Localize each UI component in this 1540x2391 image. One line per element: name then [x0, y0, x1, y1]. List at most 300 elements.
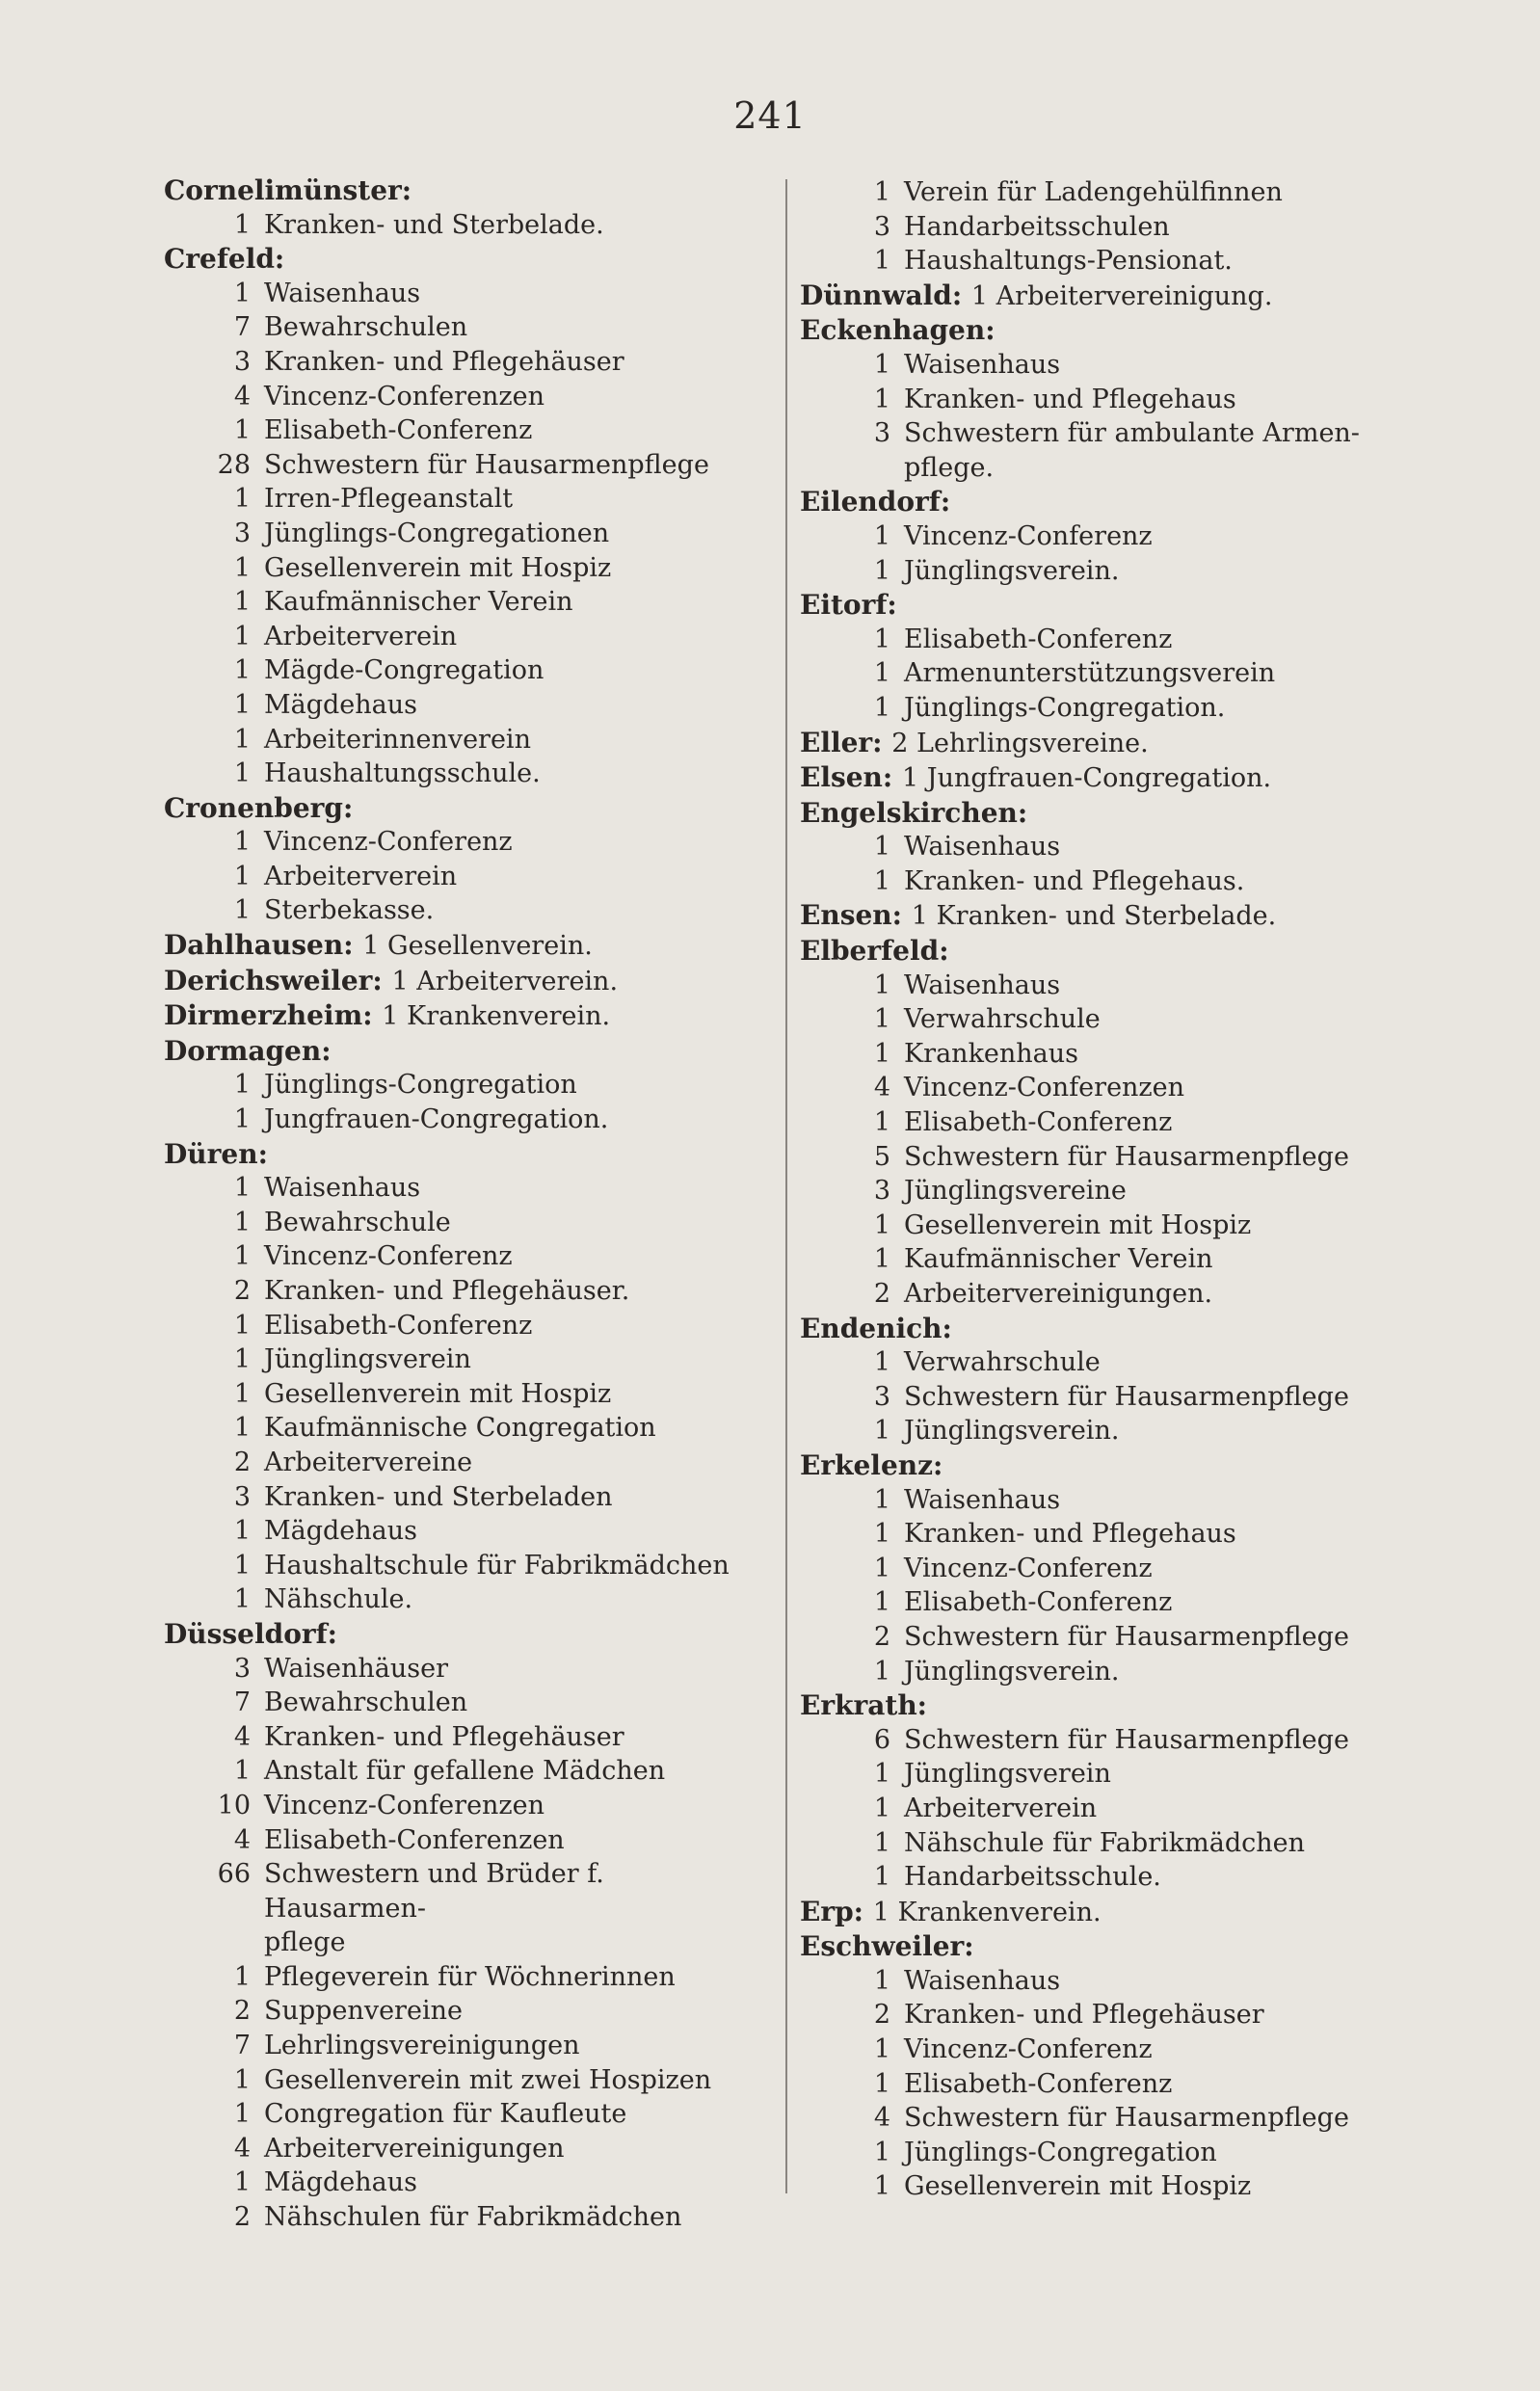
list-item: [800, 1345, 1397, 1380]
item-count: 6: [873, 1724, 890, 1755]
item-count: 1: [233, 1070, 251, 1101]
item-count: 1: [873, 1656, 890, 1687]
list-item: [800, 1792, 1397, 1826]
place-heading: Eschweiler:: [800, 1930, 974, 1963]
item-count: 2: [873, 1621, 890, 1652]
item-text: Armenunterstützungsverein: [904, 658, 1276, 689]
item-text: Mägde-Congregation: [264, 655, 544, 686]
item-text: Kaufmännischer Verein: [264, 587, 573, 618]
item-count: 1: [233, 1241, 251, 1272]
place-heading: Eckenhagen:: [800, 314, 996, 347]
place-entry-inline: [800, 898, 1397, 934]
item-text: 1 Krankenverein.: [872, 1897, 1102, 1927]
item-text: Arbeitervereine: [264, 1447, 473, 1477]
list-item: [800, 623, 1397, 657]
list-item: [800, 830, 1397, 864]
item-text: Arbeiterinnenverein: [264, 724, 531, 755]
list-item: [164, 1754, 761, 1789]
list-item: [800, 383, 1397, 417]
place-entry-inline: [800, 1895, 1397, 1930]
list-item: [164, 2200, 761, 2235]
item-text: Verein für Ladengehülfinnen: [904, 177, 1283, 207]
item-text: Arbeitervereinigungen: [264, 2133, 565, 2164]
item-count: 1: [873, 555, 890, 586]
item-text: Mägdehaus: [264, 2167, 418, 2198]
item-text: Waisenhaus: [904, 1484, 1061, 1515]
item-text: Schwestern für Hausarmenpflege: [904, 1621, 1349, 1652]
list-item: [800, 1620, 1397, 1655]
list-item: [800, 1174, 1397, 1209]
item-text: Schwestern für Hausarmenpflege: [904, 1724, 1349, 1755]
list-item: [164, 1720, 761, 1755]
item-text: 1 Arbeitervereinigung.: [970, 280, 1273, 311]
place-heading: Dormagen:: [164, 1034, 332, 1067]
item-count: 4: [873, 2103, 890, 2134]
item-text: Jünglings-Congregation: [264, 1070, 577, 1101]
item-text: Waisenhaus: [904, 349, 1061, 380]
item-text: Sterbekasse.: [264, 895, 435, 926]
item-count: 1: [873, 2068, 890, 2099]
item-text: Gesellenverein mit Hospiz: [264, 552, 612, 583]
item-count: 1: [233, 1310, 251, 1341]
item-text: Elisabeth-Conferenzen: [264, 1824, 565, 1855]
list-item: [164, 1239, 761, 1274]
item-text: Elisabeth-Conferenz: [264, 1310, 533, 1341]
item-text: Jünglings-Congregation.: [904, 692, 1226, 723]
place-heading: Erp:: [800, 1895, 864, 1927]
item-text: Congregation für Kaufleute: [264, 2099, 627, 2130]
list-item: [164, 1549, 761, 1583]
list-item: [164, 1514, 761, 1549]
item-text: Haushaltungsschule.: [264, 758, 541, 789]
right-column: [800, 175, 1397, 2204]
item-text: Kranken- und Pflegehäuser: [264, 346, 624, 377]
list-item: [164, 1686, 761, 1720]
item-continuation: pflege: [264, 1927, 346, 1958]
list-item: [800, 1277, 1397, 1312]
place-entry-inline: [164, 964, 761, 999]
list-item: [164, 653, 761, 688]
item-count: 1: [873, 1244, 890, 1275]
list-item: [164, 1171, 761, 1206]
item-count: 66: [217, 1859, 251, 1890]
item-count: 3: [873, 418, 890, 449]
item-count: 1: [873, 2137, 890, 2167]
list-item: [800, 1723, 1397, 1758]
item-count: 1: [233, 209, 251, 240]
item-count: 1: [233, 655, 251, 686]
list-item: [164, 1411, 761, 1446]
item-count: 1: [873, 2171, 890, 2202]
list-item: [800, 1209, 1397, 1243]
item-text: Kranken- und Pflegehaus: [904, 384, 1236, 414]
item-text: Kaufmännischer Verein: [904, 1244, 1213, 1275]
item-count: 1: [873, 832, 890, 863]
item-text: 1 Arbeiterverein.: [391, 966, 619, 996]
item-count: 1: [873, 349, 890, 380]
item-text: Verwahrschule: [904, 1004, 1101, 1035]
item-text: Waisenhaus: [264, 1173, 421, 1204]
item-text: Kranken- und Pflegehäuser: [264, 1721, 624, 1752]
list-item: [800, 1585, 1397, 1620]
place-heading: Düren:: [164, 1137, 268, 1170]
list-item: [800, 1242, 1397, 1277]
item-count: 10: [217, 1790, 251, 1820]
item-count: 2: [873, 1279, 890, 1309]
list-item: [800, 969, 1397, 1003]
item-text: Waisenhäuser: [264, 1653, 448, 1684]
item-text: 2 Lehrlingsvereine.: [891, 728, 1149, 758]
list-item: [164, 413, 761, 448]
item-count: 1: [873, 1519, 890, 1550]
list-item: [800, 1140, 1397, 1175]
item-count: 1: [233, 1584, 251, 1615]
item-text: Jünglingsvereine: [904, 1176, 1127, 1207]
item-text: Gesellenverein mit Hospiz: [904, 1209, 1252, 1240]
list-item: [164, 1582, 761, 1617]
item-text: Schwestern für ambulante Armen-: [904, 418, 1360, 449]
list-item: [164, 1480, 761, 1515]
list-item: [800, 1552, 1397, 1586]
item-text: Waisenhaus: [904, 832, 1061, 863]
item-count: 1: [873, 865, 890, 896]
list-item: [164, 277, 761, 311]
list-item: [800, 2032, 1397, 2067]
item-count: 5: [873, 1141, 890, 1172]
list-item: [800, 864, 1397, 899]
item-count: 1: [873, 658, 890, 689]
item-count: 1: [873, 1793, 890, 1823]
item-count: 2: [873, 2000, 890, 2031]
item-count: 1: [873, 246, 890, 277]
list-item: [800, 1860, 1397, 1895]
list-item: [164, 2132, 761, 2166]
item-text: 1 Jungfrauen-Congregation.: [902, 763, 1272, 794]
place-heading: Erkelenz:: [800, 1448, 943, 1481]
item-text: Nähschule.: [264, 1584, 413, 1615]
place-entry-inline: [164, 998, 761, 1034]
item-count: 1: [233, 1756, 251, 1787]
list-item: [800, 1105, 1397, 1140]
item-text: Waisenhaus: [264, 278, 421, 308]
item-text: Vincenz-Conferenz: [264, 1241, 513, 1272]
item-count: 1: [233, 552, 251, 583]
item-text: Elisabeth-Conferenz: [904, 1587, 1173, 1618]
item-count: 1: [873, 624, 890, 654]
item-text: Arbeiterverein: [264, 861, 458, 891]
item-count: 1: [233, 2167, 251, 2198]
list-item: [164, 448, 761, 483]
list-item: [800, 519, 1397, 554]
list-item: [164, 1103, 761, 1137]
item-text: Elisabeth-Conferenz: [904, 1107, 1173, 1138]
item-count: 1: [233, 895, 251, 926]
item-text: Mägdehaus: [264, 689, 418, 720]
item-text: Elisabeth-Conferenz: [904, 2068, 1173, 2099]
item-count: 1: [873, 1965, 890, 1996]
item-count: 1: [873, 1827, 890, 1858]
list-item: [164, 893, 761, 928]
item-count: 1: [873, 177, 890, 207]
item-count: 1: [873, 970, 890, 1000]
place-entry-inline: [800, 760, 1397, 796]
item-text: Waisenhaus: [904, 1965, 1061, 1996]
item-text: Jünglingsverein.: [904, 1416, 1120, 1447]
item-count: 1: [233, 415, 251, 446]
list-item: [800, 244, 1397, 279]
place-heading: Eilendorf:: [800, 486, 951, 518]
item-text: Schwestern und Brüder f. Hausarmen-: [264, 1859, 604, 1924]
item-count: 1: [233, 1516, 251, 1547]
list-item: [800, 691, 1397, 726]
item-text: Vincenz-Conferenzen: [264, 1790, 545, 1820]
list-item: [164, 345, 761, 380]
item-count: 1: [873, 520, 890, 551]
item-count: 1: [873, 1107, 890, 1138]
item-text: Bewahrschule: [264, 1207, 451, 1237]
item-count: 7: [233, 1687, 251, 1718]
list-item: [800, 1414, 1397, 1448]
item-text: Schwestern für Hausarmenpflege: [904, 2103, 1349, 2134]
item-count: 4: [233, 1824, 251, 1855]
item-count: 1: [233, 827, 251, 858]
item-count: 4: [233, 2133, 251, 2164]
column-divider: [785, 179, 787, 2193]
item-count: 4: [233, 1721, 251, 1752]
item-count: 3: [873, 211, 890, 242]
item-text: Gesellenverein mit Hospiz: [904, 2171, 1252, 2202]
list-item: [164, 1857, 761, 1926]
list-item: [164, 723, 761, 757]
item-text: 1 Krankenverein.: [382, 1001, 611, 1032]
list-item: [800, 2101, 1397, 2136]
item-text: Kranken- und Sterbelade.: [264, 209, 604, 240]
item-count: 1: [873, 1416, 890, 1447]
item-text: Gesellenverein mit Hospiz: [264, 1378, 612, 1409]
item-text: Jungfrauen-Congregation.: [264, 1104, 609, 1135]
item-count: 1: [873, 1587, 890, 1618]
item-count: 1: [233, 2064, 251, 2095]
list-item: [164, 2029, 761, 2063]
item-text: Jünglingsverein.: [904, 555, 1120, 586]
item-count: 1: [233, 1173, 251, 1204]
page-number: 241: [733, 94, 807, 137]
item-count: 1: [233, 758, 251, 789]
item-count: 4: [233, 381, 251, 412]
list-item: [164, 825, 761, 860]
list-item: [800, 175, 1397, 210]
place-entry-inline: [164, 928, 761, 964]
item-text: Nähschule für Fabrikmädchen: [904, 1827, 1305, 1858]
list-item: [164, 1206, 761, 1240]
item-count: 7: [233, 2031, 251, 2061]
item-text: Bewahrschulen: [264, 312, 468, 343]
list-item: [164, 380, 761, 414]
item-count: 2: [233, 1996, 251, 2027]
item-count: 1: [233, 1413, 251, 1444]
list-item: [164, 1994, 761, 2029]
list-item: [800, 1380, 1397, 1415]
list-item: [800, 416, 1397, 451]
item-count: 1: [873, 692, 890, 723]
item-text: Kranken- und Sterbeladen: [264, 1481, 613, 1512]
item-text: Jünglings-Congregation: [904, 2137, 1217, 2167]
item-text: Kranken- und Pflegehaus: [904, 1519, 1236, 1550]
place-heading: Dirmerzheim:: [164, 999, 373, 1032]
item-text: Vincenz-Conferenzen: [264, 381, 545, 412]
item-text: Handarbeitsschule.: [904, 1862, 1161, 1893]
item-count: 3: [233, 1653, 251, 1684]
list-item: [800, 1998, 1397, 2032]
item-text: Suppenvereine: [264, 1996, 463, 2027]
item-text: Haushaltungs-Pensionat.: [904, 246, 1233, 277]
place-heading: Düsseldorf:: [164, 1617, 338, 1650]
list-item: [164, 585, 761, 620]
item-text: Arbeiterverein: [264, 621, 458, 651]
item-count: 3: [873, 1176, 890, 1207]
item-count: 1: [233, 1207, 251, 1237]
item-count: 1: [233, 724, 251, 755]
item-text: Kranken- und Pflegehäuser: [904, 2000, 1264, 2031]
item-count: 3: [233, 518, 251, 548]
list-item: [800, 210, 1397, 245]
item-text: Elisabeth-Conferenz: [904, 624, 1173, 654]
item-text: Pflegeverein für Wöchnerinnen: [264, 1961, 676, 1992]
item-text: Jünglingsverein: [264, 1344, 471, 1375]
list-item: [800, 1037, 1397, 1072]
list-item: [800, 1517, 1397, 1552]
list-item: [800, 1826, 1397, 1861]
item-count: 1: [233, 278, 251, 308]
item-text: Mägdehaus: [264, 1516, 418, 1547]
place-heading: Elsen:: [800, 761, 893, 794]
item-text: Jünglingsverein: [904, 1759, 1111, 1790]
list-item: [164, 620, 761, 654]
item-text: Kranken- und Pflegehaus.: [904, 865, 1245, 896]
place-heading: Dahlhausen:: [164, 929, 354, 962]
item-count: 28: [217, 449, 251, 480]
item-count: 1: [873, 1038, 890, 1069]
item-count: 1: [873, 384, 890, 414]
item-text: Jünglingsverein.: [904, 1656, 1120, 1687]
item-count: 1: [873, 2034, 890, 2065]
list-item: [164, 1960, 761, 1995]
item-text: 1 Gesellenverein.: [362, 931, 593, 962]
list-item: [800, 554, 1397, 589]
place-heading: Endenich:: [800, 1312, 952, 1344]
item-count: 1: [233, 1961, 251, 1992]
item-count: 3: [873, 1381, 890, 1412]
item-count: 1: [233, 1550, 251, 1581]
list-item: [164, 2165, 761, 2200]
item-count: 1: [873, 1862, 890, 1893]
item-count: 2: [233, 1276, 251, 1306]
item-count: 2: [233, 1447, 251, 1477]
list-item: [164, 482, 761, 517]
item-text: Krankenhaus: [904, 1038, 1079, 1069]
place-entry-inline: [800, 279, 1397, 314]
item-text: 1 Kranken- und Sterbelade.: [911, 901, 1277, 932]
list-item: [164, 2063, 761, 2098]
list-item: [164, 2097, 761, 2132]
list-item: [800, 656, 1397, 691]
left-column: [164, 173, 761, 2235]
item-text: Vincenz-Conferenzen: [904, 1073, 1185, 1103]
list-item: [164, 310, 761, 345]
list-item: [164, 517, 761, 551]
list-item: [164, 1309, 761, 1343]
place-heading: Elberfeld:: [800, 935, 949, 968]
place-heading: Cronenberg:: [164, 791, 354, 824]
item-text: Verwahrschule: [904, 1347, 1101, 1378]
item-count: 1: [873, 1759, 890, 1790]
item-count: 1: [233, 621, 251, 651]
list-item: [164, 1342, 761, 1377]
list-item: [164, 208, 761, 243]
place-heading: Eller:: [800, 726, 883, 758]
list-item: [164, 860, 761, 894]
item-count: 1: [233, 1378, 251, 1409]
item-text: Kaufmännische Congregation: [264, 1413, 656, 1444]
item-count: 1: [233, 484, 251, 515]
item-text: Schwestern für Hausarmenpflege: [264, 449, 709, 480]
list-item: [164, 1446, 761, 1480]
item-count: 1: [233, 1104, 251, 1135]
item-text: Waisenhaus: [904, 970, 1061, 1000]
list-item: [164, 1274, 761, 1309]
item-text: Gesellenverein mit zwei Hospizen: [264, 2064, 712, 2095]
list-item: [800, 1655, 1397, 1689]
item-count: 1: [233, 689, 251, 720]
item-text: Schwestern für Hausarmenpflege: [904, 1141, 1349, 1172]
list-item: [800, 1483, 1397, 1518]
item-text: Jünglings-Congregationen: [264, 518, 610, 548]
place-heading: Crefeld:: [164, 243, 285, 276]
item-text: Irren-Pflegeanstalt: [264, 484, 514, 515]
list-item: [800, 2136, 1397, 2170]
list-item: [800, 348, 1397, 383]
place-heading: Cornelimünster:: [164, 174, 412, 206]
item-count: 1: [873, 1209, 890, 1240]
item-count: 3: [233, 1481, 251, 1512]
item-count: 1: [233, 861, 251, 891]
item-text: Vincenz-Conferenz: [904, 1553, 1153, 1583]
place-heading: Eitorf:: [800, 589, 897, 622]
list-item: [164, 1823, 761, 1858]
place-heading: Dünnwald:: [800, 279, 963, 311]
place-heading: Derichsweiler:: [164, 964, 383, 996]
item-text: Handarbeitsschulen: [904, 211, 1170, 242]
item-text: Anstalt für gefallene Mädchen: [264, 1756, 666, 1787]
item-count: 1: [873, 1553, 890, 1583]
list-item: [164, 1377, 761, 1412]
item-count: 3: [233, 346, 251, 377]
place-heading: Engelskirchen:: [800, 796, 1028, 829]
list-item: [800, 1071, 1397, 1105]
item-text: Arbeitervereinigungen.: [904, 1279, 1213, 1309]
item-text: Arbeiterverein: [904, 1793, 1098, 1823]
item-text: Bewahrschulen: [264, 1687, 468, 1718]
list-item: [800, 1002, 1397, 1037]
item-text: Vincenz-Conferenz: [264, 827, 513, 858]
list-item: [164, 757, 761, 791]
item-text: Schwestern für Hausarmenpflege: [904, 1381, 1349, 1412]
list-item: [800, 2067, 1397, 2102]
place-heading: Ensen:: [800, 899, 902, 932]
item-count: 1: [233, 2099, 251, 2130]
list-item: [164, 1068, 761, 1103]
item-continuation: pflege.: [904, 452, 995, 483]
